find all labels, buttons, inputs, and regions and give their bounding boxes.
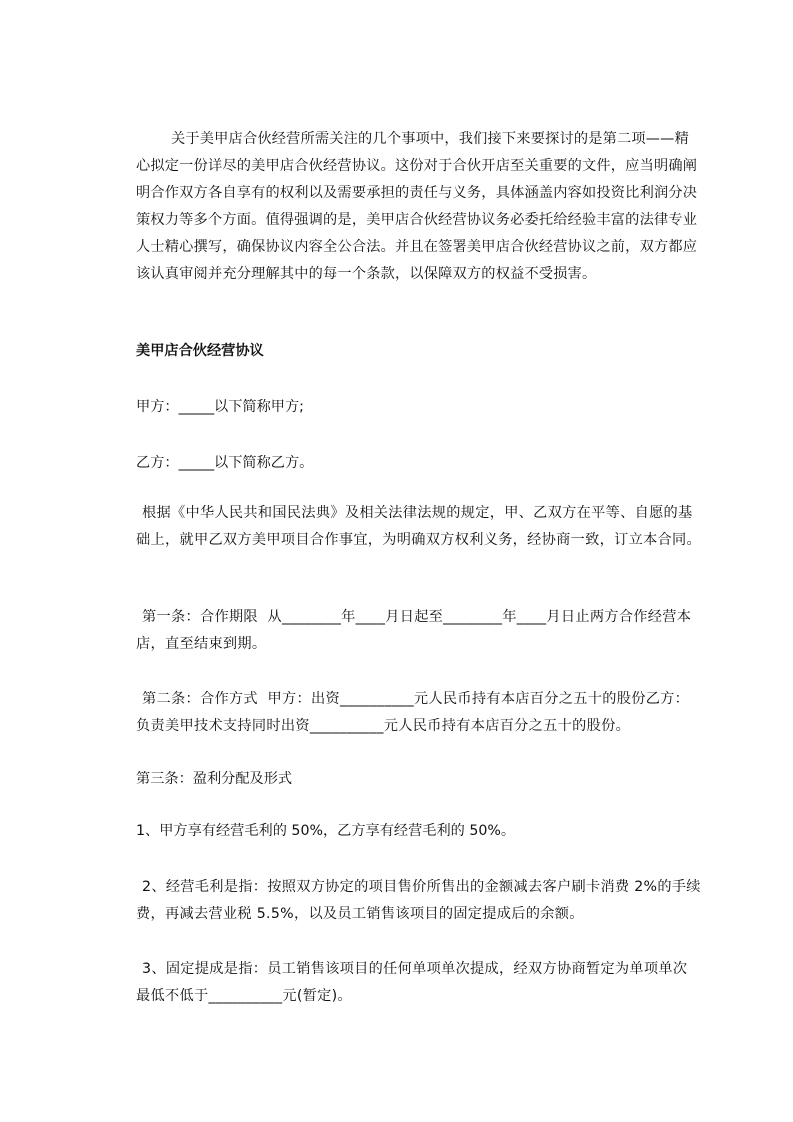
article-3-heading: 第三条：盈利分配及形式 <box>136 771 293 787</box>
profit-item-1: 1、甲方享有经营毛利的 50%，乙方享有经营毛利的 50%。 <box>136 823 516 839</box>
legal-basis-paragraph: 根据《中华人民共和国民法典》及相关法律法规的规定，甲、乙双方在平等、自愿的基础上，就甲乙双方美甲项目合作事宜，为明确双方权利义务，经协商一致，订立本合同。 <box>136 505 702 548</box>
article-2-cooperation: 第二条：合作方式 甲方：出资__________元人民币持有本店百分之五十的股份乙方：负责美甲技术支持同时出资__________元人民币持有本店百分之五十的股份。 <box>136 691 690 734</box>
profit-item-3: 3、固定提成是指：员工销售该项目的任何单项单次提成，经双方协商暂定为单项单次最低不低于__________元(暂定)。 <box>136 961 688 1004</box>
article-1-term: 第一条：合作期限 从________年____月日起至________年____月日止两方合作经营本店，直至结束到期。 <box>136 609 692 652</box>
party-a-line: 甲方：_____以下简称甲方; <box>136 399 304 415</box>
intro-paragraph: 关于美甲店合伙经营所需关注的几个事项中，我们接下来要探讨的是第二项——精心拟定一份详尽的美甲店合伙经营协议。这份对于合伙开店至关重要的文件，应当明确阐明合作双方各自享有的权利以及需要承担的责任与义务，具体涵盖内容如投资比利润分决策权力等多个方面。值得强调的是，美甲店合伙经营协议务必委托给经验丰富的法律专业人士精心撰写，确保协议内容全公合法。并且在签署美甲店合伙经营协议之前，双方都应该认真审阅并充分理解其中的每一个条款，以保障双方的权益不受损害。 <box>136 131 698 282</box>
profit-item-2: 2、经营毛利是指：按照双方协定的项目售价所售出的金额减去客户刷卡消费 2%的手续费，再减去营业税 5.5%，以及员工销售该项目的固定提成后的余额。 <box>136 879 701 922</box>
party-b-line: 乙方：_____以下简称乙方。 <box>136 455 314 471</box>
agreement-title: 美甲店合伙经营协议 <box>136 343 264 359</box>
